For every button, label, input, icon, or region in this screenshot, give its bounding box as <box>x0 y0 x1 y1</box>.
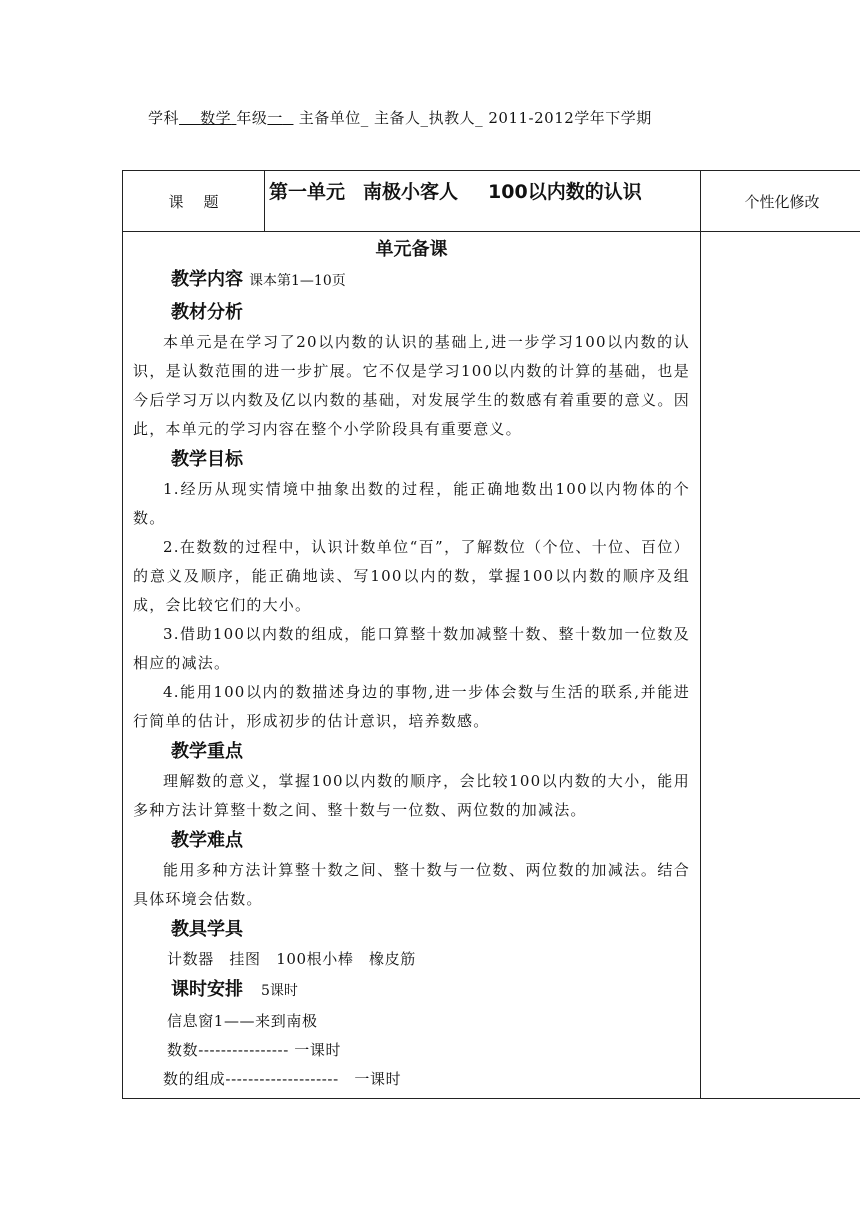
unit-label: 主备单位_ <box>298 109 369 127</box>
subject-value: 数学 <box>200 109 232 127</box>
goal-item: 3.借助100以内数的组成，能口算整十数加减整十数、整十数加一位数及相应的减法。 <box>133 625 690 672</box>
topic-label: 课题 <box>123 171 265 232</box>
content-section-text: 课本第1—10页 <box>249 273 346 289</box>
modification-label: 个性化修改 <box>701 171 860 232</box>
unit-prep-cell <box>123 232 701 1099</box>
grade-label: 年级 <box>236 109 268 127</box>
difficulty-section-title: 教学难点 <box>171 830 243 851</box>
preparer-label: 主备人_ <box>374 109 429 127</box>
modification-cell <box>701 232 860 1099</box>
title-unit: 第一单元 <box>269 181 346 203</box>
document-header <box>148 107 652 128</box>
schedule-line: 数数---------------- 一课时 <box>167 1041 342 1059</box>
grade-value: 一 <box>267 109 283 127</box>
content-row <box>123 232 860 1099</box>
term-text: 2011-2012学年下学期 <box>488 109 652 127</box>
goal-item: 4.能用100以内的数描述身边的事物,进一步体会数与生活的联系,并能进行简单的估计，形成初步的估计意识，培养数感。 <box>133 683 690 730</box>
schedule-text: 5课时 <box>261 983 298 999</box>
schedule-line: 数的组成-------------------- 一课时 <box>163 1070 402 1088</box>
title-row <box>123 171 860 232</box>
key-section-title: 教学重点 <box>171 741 243 762</box>
key-text: 理解数的意义，掌握100以内数的顺序，会比较100以内数的大小，能用多种方法计算整十数之间、整十数与一位数、两位数的加减法。 <box>133 772 690 819</box>
goal-item: 2.在数数的过程中，认识计数单位“百”，了解数位（个位、十位、百位）的意义及顺序，能正确地读、写100以内的数，掌握100以内数的顺序及组成，会比较它们的大小。 <box>133 538 690 614</box>
goal-item: 1.经历从现实情境中抽象出数的过程，能正确地数出100以内物体的个数。 <box>133 480 690 527</box>
tools-text: 计数器 挂图 100根小棒 橡皮筋 <box>167 950 416 968</box>
difficulty-text: 能用多种方法计算整十数之间、整十数与一位数、两位数的加减法。结合具体环境会估数。 <box>133 861 690 908</box>
teacher-label: 执教人_ <box>428 109 484 127</box>
analysis-section-title: 教材分析 <box>171 302 243 323</box>
content-section-title: 教学内容 课本第1—10页 <box>171 269 346 290</box>
title-topic: 100以内数的认识 <box>488 181 642 203</box>
title-name: 南极小客人 <box>363 181 459 203</box>
analysis-text: 本单元是在学习了20以内数的认识的基础上,进一步学习100以内数的认识，是认数范围的进一步扩展。它不仅是学习100以内数的计算的基础，也是今后学习万以内数及亿以内数的基础，对发展学生的数感有着重要的意义。因此，本单元的学习内容在整个小学阶段具有重要意义。 <box>133 333 690 438</box>
unit-heading: 单元备课 <box>375 239 448 260</box>
lesson-title <box>265 171 701 232</box>
schedule-section-title: 课时安排 5课时 <box>171 979 298 1000</box>
schedule-line: 信息窗1——来到南极 <box>167 1012 318 1030</box>
goals-section-title: 教学目标 <box>171 449 243 470</box>
subject-label: 学科 <box>148 109 180 127</box>
tools-section-title: 教具学具 <box>171 919 243 940</box>
lesson-plan-table <box>122 170 860 1099</box>
